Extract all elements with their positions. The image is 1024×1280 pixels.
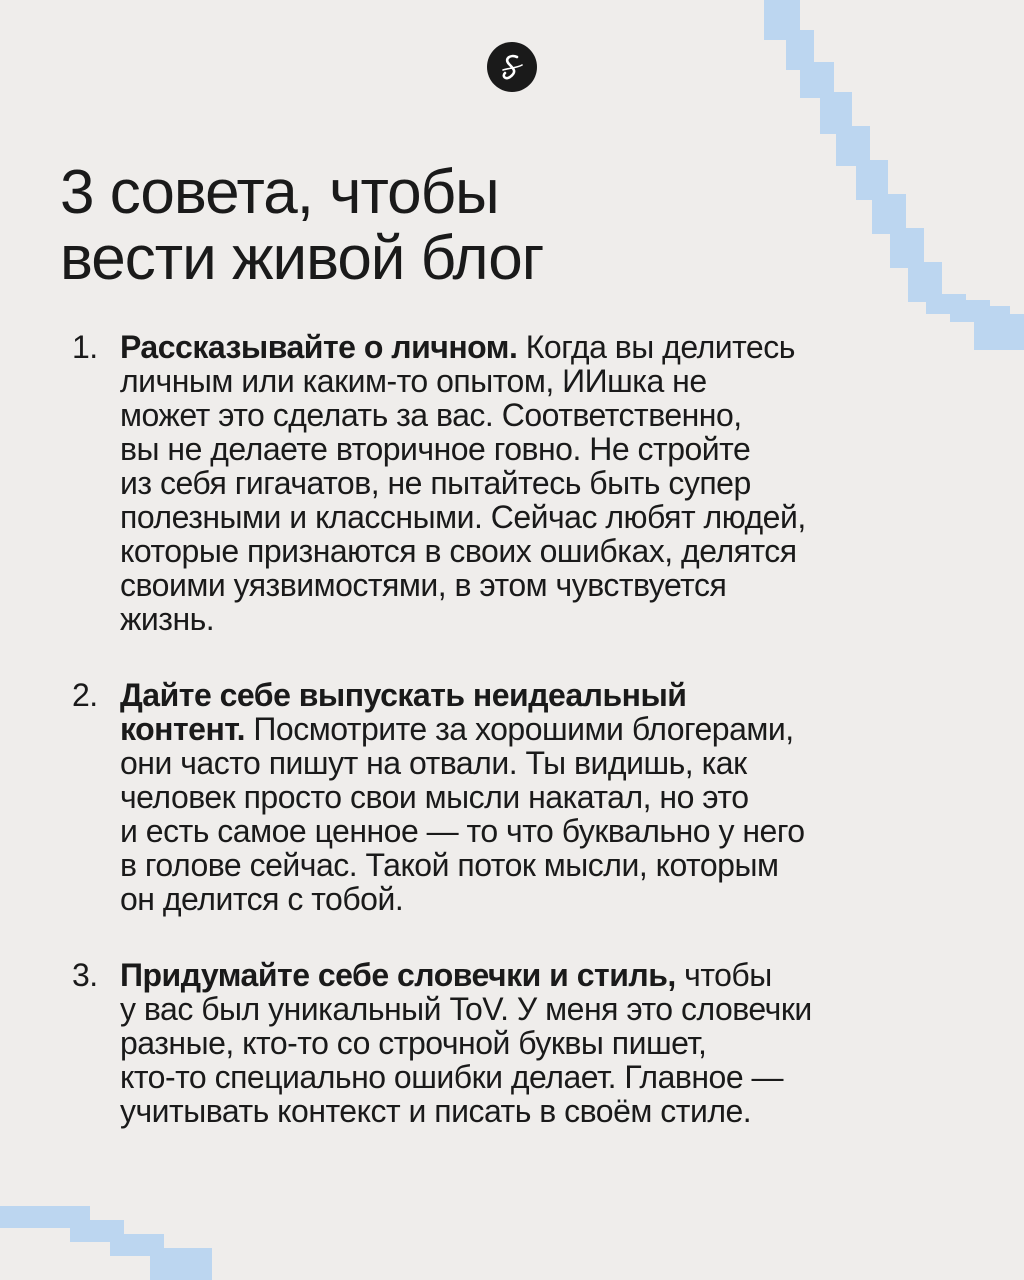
tip-text: в голове сейчас. Такой поток мысли, которым	[120, 847, 779, 883]
tip-text: личным или каким-то опытом, ИИшка не	[120, 363, 707, 399]
tip-text: своими уязвимостями, в этом чувствуется	[120, 567, 727, 603]
tip-text: чтобы	[675, 957, 772, 993]
tip-text: Когда вы делитесь	[517, 329, 795, 365]
tip-text: вы не делаете вторичное говно. Не стройте	[120, 431, 751, 467]
tip-text: они часто пишут на отвали. Ты видишь, как	[120, 745, 747, 781]
tip-line	[120, 780, 980, 814]
tip-text: Посмотрите за хорошими блогерами,	[245, 711, 794, 747]
tip-line	[120, 848, 980, 882]
tip-text: и есть самое ценное — то что буквально у него	[120, 813, 805, 849]
tip-lead: Придумайте себе словечки и стиль,	[120, 957, 676, 993]
tip-text: которые признаются в своих ошибках, делятся	[120, 533, 797, 569]
tip-item	[0, 330, 980, 636]
page-title	[60, 160, 780, 292]
tip-text: кто-то специально ошибки делает. Главное —	[120, 1059, 784, 1095]
tip-line	[120, 330, 980, 364]
tip-line	[120, 398, 980, 432]
tip-number: 1.	[72, 329, 98, 365]
tip-line	[120, 364, 980, 398]
tip-text: полезными и классными. Сейчас любят людей,	[120, 499, 806, 535]
tips-list	[0, 330, 1024, 1128]
tip-text: жизнь.	[120, 601, 215, 637]
title-line: вести живой блог	[60, 224, 544, 293]
tip-line	[120, 712, 980, 746]
script-s-logo-icon	[487, 42, 537, 92]
tip-line	[120, 432, 980, 466]
tip-line	[120, 992, 980, 1026]
tip-line	[120, 678, 980, 712]
tip-text: может это сделать за вас. Соответственно,	[120, 397, 742, 433]
tip-lead: контент.	[120, 711, 246, 747]
tip-line	[120, 1094, 980, 1128]
tip-lead: Дайте себе выпускать неидеальный	[120, 677, 687, 713]
tip-text: человек просто свои мысли накатал, но это	[120, 779, 749, 815]
tip-line	[120, 1026, 980, 1060]
tip-line	[120, 534, 980, 568]
tip-line	[120, 500, 980, 534]
tip-line	[120, 466, 980, 500]
tip-text: из себя гигачатов, не пытайтесь быть супер	[120, 465, 751, 501]
tip-item	[0, 678, 980, 916]
tip-number: 2.	[72, 677, 98, 713]
tip-line	[120, 1060, 980, 1094]
tip-lead: Рассказывайте о личном.	[120, 329, 518, 365]
tip-text: учитывать контекст и писать в своём стиле.	[120, 1093, 752, 1129]
tip-line	[120, 602, 980, 636]
tip-text: разные, кто-то со строчной буквы пишет,	[120, 1025, 707, 1061]
tip-line	[120, 882, 980, 916]
title-line: 3 совета, чтобы	[60, 158, 499, 227]
tip-item	[0, 958, 980, 1128]
tip-text: он делится с тобой.	[120, 881, 404, 917]
tip-number: 3.	[72, 957, 98, 993]
tip-line	[120, 568, 980, 602]
tip-text: у вас был уникальный ToV. У меня это словечки	[120, 991, 812, 1027]
tip-line	[120, 746, 980, 780]
tip-line	[120, 958, 980, 992]
tip-line	[120, 814, 980, 848]
